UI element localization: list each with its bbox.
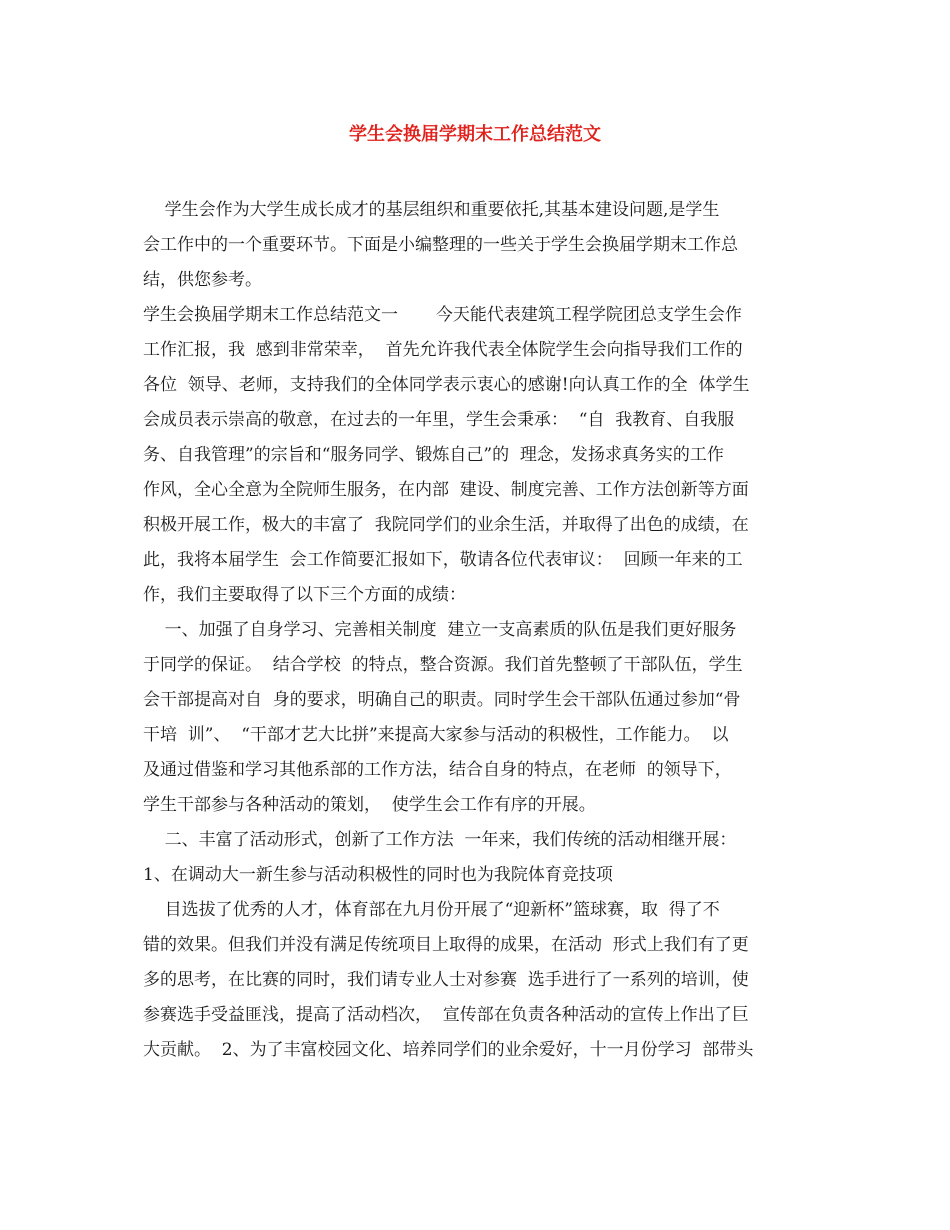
document-title: 学生会换届学期末工作总结范文: [349, 124, 601, 145]
paragraph-line: 大贡献。 2、为了丰富校园文化、培养同学们的业余爱好，十一月份学习 部带头: [143, 1040, 754, 1060]
paragraph-line: 学生会换届学期末工作总结范文一 今天能代表建筑工程学院团总支学生会作: [143, 305, 742, 325]
paragraph-line: 干培 训”、 “干部才艺大比拼”来提高大家参与活动的积极性，工作能力。 以: [143, 725, 729, 745]
paragraph-line: 务、自我管理”的宗旨和“服务同学、锻炼自己”的 理念，发扬求真务实的工作: [143, 445, 724, 465]
paragraph-line: 工作汇报，我 感到非常荣幸， 首先允许我代表全体院学生会向指导我们工作的: [143, 340, 743, 360]
paragraph-line: 会干部提高对自 身的要求，明确自己的职责。同时学生会干部队伍通过参加“骨: [143, 690, 741, 710]
paragraph-line: 目选拔了优秀的人才，体育部在九月份开展了“迎新杯”篮球赛，取 得了不: [143, 900, 720, 920]
paragraph-line: 一、加强了自身学习、完善相关制度 建立一支高素质的队伍是我们更好服务: [143, 620, 737, 640]
paragraph-line: 学生干部参与各种活动的策划， 使学生会工作有序的开展。: [143, 795, 596, 815]
paragraph-line: 会工作中的一个重要环节。下面是小编整理的一些关于学生会换届学期末工作总: [143, 235, 738, 255]
paragraph-line: 参赛选手受益匪浅，提高了活动档次， 宣传部在负责各种活动的宣传上作出了巨: [143, 1005, 749, 1025]
paragraph-line: 各位 领导、老师，支持我们的全体同学表示衷心的感谢!向认真工作的全 体学生: [143, 375, 750, 395]
paragraph-line: 学生会作为大学生成长成才的基层组织和重要依托,其基本建设问题,是学生: [143, 200, 720, 220]
paragraph-line: 结，供您参考。: [143, 270, 262, 290]
paragraph-line: 多的思考，在比赛的同时，我们请专业人士对参赛 选手进行了一系列的培训，使: [143, 970, 749, 990]
paragraph-line: 二、丰富了活动形式，创新了工作方法 一年来，我们传统的活动相继开展：: [143, 830, 737, 850]
paragraph-line: 作，我们主要取得了以下三个方面的成绩：: [143, 585, 466, 605]
paragraph-line: 会成员表示崇高的敬意，在过去的一年里，学生会秉承： “自 我教育、自我服: [143, 410, 735, 430]
paragraph-line: 错的效果。但我们并没有满足传统项目上取得的成果，在活动 形式上我们有了更: [143, 935, 749, 955]
paragraph-line: 1、在调动大一新生参与活动积极性的同时也为我院体育竞技项: [143, 865, 613, 885]
paragraph-line: 此，我将本届学生 会工作简要汇报如下，敬请各位代表审议： 回顾一年来的工: [143, 550, 743, 570]
paragraph-line: 于同学的保证。 结合学校 的特点，整合资源。我们首先整顿了干部队伍，学生: [143, 655, 743, 675]
paragraph-line: 作风，全心全意为全院师生服务，在内部 建设、制度完善、工作方法创新等方面: [143, 480, 749, 500]
paragraph-line: 及通过借鉴和学习其他系部的工作方法，结合自身的特点，在老师 的领导下，: [143, 760, 732, 780]
paragraph-line: 积极开展工作，极大的丰富了 我院同学们的业余生活，并取得了出色的成绩，在: [143, 515, 749, 535]
